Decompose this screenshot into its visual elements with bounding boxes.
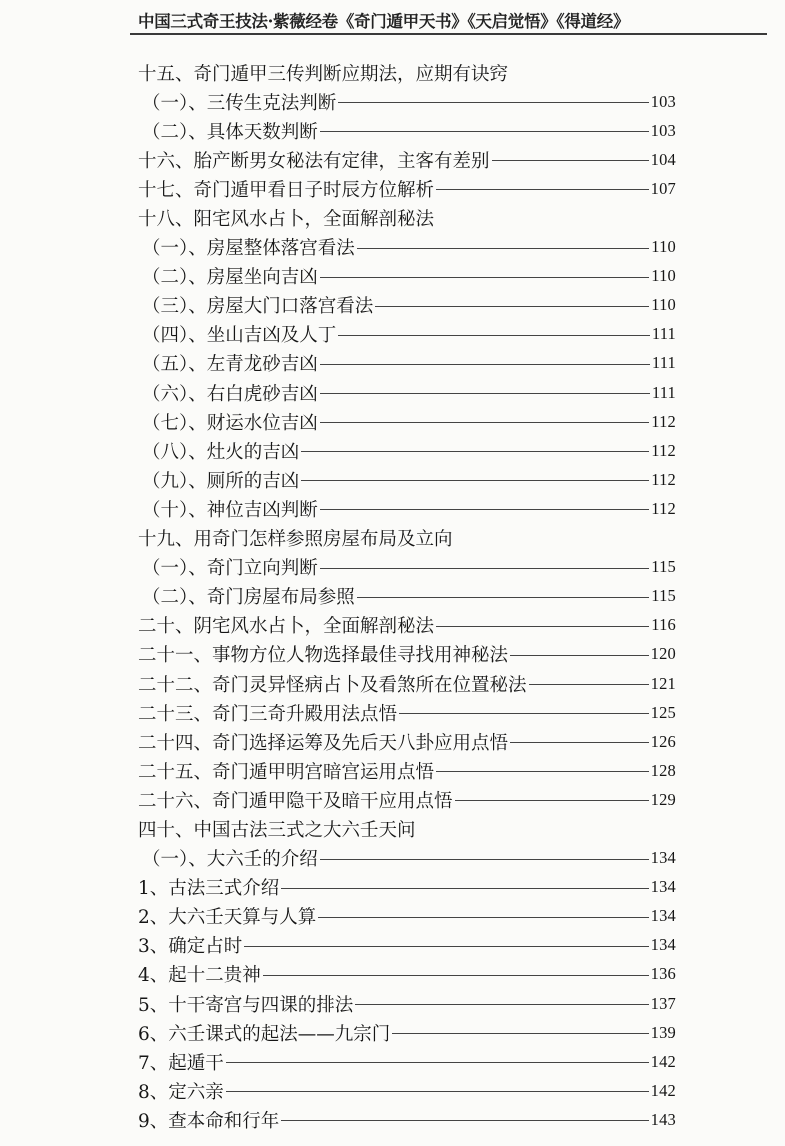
toc-subentry xyxy=(0,116,676,145)
toc-entry-title: （一）、三传生克法判断 xyxy=(142,92,337,114)
toc-entry xyxy=(0,669,676,698)
toc-leader-line xyxy=(510,655,649,656)
toc-entry-title: 四十、中国古法三式之大六壬天问 xyxy=(138,819,416,841)
toc-page-number: 103 xyxy=(650,91,676,111)
toc-leader-line xyxy=(301,451,649,452)
toc-entry-title: 二十四、奇门选择运筹及先后天八卦应用点悟 xyxy=(138,732,509,754)
toc-entry-title: 十七、奇门遁甲看日子时辰方位解析 xyxy=(138,179,435,201)
toc-leader-line xyxy=(226,1062,649,1063)
toc-leader-line xyxy=(244,946,648,947)
toc-page-number: 134 xyxy=(650,877,676,897)
toc-page-number: 112 xyxy=(651,411,676,431)
toc-leader-line xyxy=(226,1091,649,1092)
table-of-contents xyxy=(0,58,785,1134)
toc-page-number: 110 xyxy=(651,237,676,257)
toc-subentry xyxy=(0,465,676,494)
toc-page-number: 112 xyxy=(651,498,676,518)
toc-page-number: 136 xyxy=(650,964,676,984)
toc-leader-line xyxy=(320,422,649,423)
toc-entry-title: （七）、财运水位吉凶 xyxy=(142,412,318,434)
toc-entry xyxy=(0,960,676,989)
toc-entry xyxy=(0,611,676,640)
toc-leader-line xyxy=(320,393,650,394)
toc-leader-line xyxy=(355,1004,648,1005)
toc-leader-line xyxy=(338,335,650,336)
toc-subentry xyxy=(0,407,676,436)
toc-entry xyxy=(0,902,676,931)
toc-entry xyxy=(0,756,676,785)
toc-leader-line xyxy=(281,888,648,889)
toc-entry xyxy=(0,814,676,843)
toc-subentry xyxy=(0,233,676,262)
toc-leader-line xyxy=(320,859,649,860)
toc-page-number: 137 xyxy=(650,993,676,1013)
toc-entry-title: （九）、厕所的吉凶 xyxy=(142,470,300,492)
toc-page-number: 134 xyxy=(650,906,676,926)
toc-leader-line xyxy=(318,917,648,918)
toc-entry xyxy=(0,931,676,960)
toc-entry-title: （二）、具体天数判断 xyxy=(142,121,318,143)
toc-page-number: 115 xyxy=(651,557,676,577)
toc-subentry xyxy=(0,349,676,378)
toc-page-number: 120 xyxy=(650,644,676,664)
toc-leader-line xyxy=(510,742,649,743)
toc-page-number: 134 xyxy=(650,848,676,868)
toc-leader-line xyxy=(357,597,649,598)
toc-entry xyxy=(0,1047,676,1076)
page-header xyxy=(0,0,785,40)
toc-page-number: 121 xyxy=(650,673,676,693)
toc-entry-title: （六）、右白虎砂吉凶 xyxy=(142,383,318,405)
toc-entry xyxy=(0,1018,676,1047)
toc-entry-title: 十五、奇门遁甲三传判断应期法，应期有诀窍 xyxy=(138,63,509,85)
toc-entry-title: （三）、房屋大门口落宫看法 xyxy=(142,296,374,318)
toc-page-number: 112 xyxy=(651,469,676,489)
toc-page-number: 110 xyxy=(651,295,676,315)
toc-subentry xyxy=(0,87,676,116)
toc-entry xyxy=(0,1105,676,1134)
toc-subentry xyxy=(0,494,676,523)
toc-entry-title: （五）、左青龙砂吉凶 xyxy=(142,354,318,376)
toc-entry-title: 3、确定占时 xyxy=(138,936,243,958)
toc-page-number: 128 xyxy=(650,760,676,780)
toc-entry-title: 二十、阴宅风水占卜，全面解剖秘法 xyxy=(138,616,435,638)
toc-page-number: 143 xyxy=(650,1109,676,1129)
toc-subentry xyxy=(0,582,676,611)
toc-entry-title: （一）、奇门立向判断 xyxy=(142,558,318,580)
running-title: 中国三式奇王技法·紫薇经卷《奇门遁甲天书》《天启觉悟》《得道经》 xyxy=(138,12,630,31)
toc-page-number: 142 xyxy=(650,1051,676,1071)
toc-entry xyxy=(0,174,676,203)
toc-entry xyxy=(0,989,676,1018)
toc-entry-title: （二）、奇门房屋布局参照 xyxy=(142,587,355,609)
toc-entry-title: 1、古法三式介绍 xyxy=(138,878,280,900)
toc-entry xyxy=(0,698,676,727)
toc-entry xyxy=(0,727,676,756)
toc-leader-line xyxy=(338,102,648,103)
toc-leader-line xyxy=(492,160,649,161)
toc-leader-line xyxy=(301,480,649,481)
toc-page-number: 104 xyxy=(650,149,676,169)
toc-page-number: 142 xyxy=(650,1080,676,1100)
toc-entry-title: （一）、大六壬的介绍 xyxy=(142,849,318,871)
toc-entry-title: （二）、房屋坐向吉凶 xyxy=(142,267,318,289)
toc-leader-line xyxy=(436,626,649,627)
toc-page-number: 107 xyxy=(650,178,676,198)
toc-subentry xyxy=(0,291,676,320)
toc-leader-line xyxy=(529,684,649,685)
toc-entry-title: （一）、房屋整体落宫看法 xyxy=(142,238,355,260)
toc-subentry xyxy=(0,378,676,407)
toc-entry xyxy=(0,58,676,87)
toc-page-number: 115 xyxy=(651,586,676,606)
toc-leader-line xyxy=(263,975,649,976)
toc-page-number: 111 xyxy=(651,324,676,344)
toc-page-number: 103 xyxy=(650,120,676,140)
toc-page-number: 111 xyxy=(651,353,676,373)
toc-subentry xyxy=(0,320,676,349)
toc-entry-title: 8、定六亲 xyxy=(138,1081,224,1103)
toc-page-number: 112 xyxy=(651,440,676,460)
toc-leader-line xyxy=(455,800,649,801)
toc-entry-title: （四）、坐山吉凶及人丁 xyxy=(142,325,337,347)
toc-page-number: 134 xyxy=(650,935,676,955)
toc-entry-title: 二十二、奇门灵异怪病占卜及看煞所在位置秘法 xyxy=(138,674,527,696)
toc-entry xyxy=(0,203,676,232)
header-rule xyxy=(130,33,767,35)
toc-entry-title: 十九、用奇门怎样参照房屋布局及立向 xyxy=(138,529,453,551)
toc-leader-line xyxy=(436,771,649,772)
toc-entry xyxy=(0,785,676,814)
toc-entry-title: 6、六壬课式的起法——九宗门 xyxy=(138,1023,391,1045)
toc-entry xyxy=(0,145,676,174)
toc-entry-title: 9、查本命和行年 xyxy=(138,1110,280,1132)
toc-entry xyxy=(0,1076,676,1105)
toc-leader-line xyxy=(357,248,649,249)
toc-leader-line xyxy=(320,568,649,569)
toc-leader-line xyxy=(399,713,649,714)
toc-subentry xyxy=(0,436,676,465)
toc-subentry xyxy=(0,262,676,291)
toc-leader-line xyxy=(392,1033,648,1034)
toc-leader-line xyxy=(281,1120,648,1121)
toc-page-number: 111 xyxy=(651,382,676,402)
toc-leader-line xyxy=(375,306,649,307)
toc-leader-line xyxy=(320,509,649,510)
toc-entry-title: 十八、阳宅风水占卜，全面解剖秘法 xyxy=(138,209,435,231)
toc-entry-title: 5、十干寄宫与四课的排法 xyxy=(138,994,354,1016)
toc-entry-title: （八）、灶火的吉凶 xyxy=(142,441,300,463)
toc-entry xyxy=(0,640,676,669)
toc-entry-title: 十六、胎产断男女秘法有定律，主客有差别 xyxy=(138,150,490,172)
toc-leader-line xyxy=(436,189,649,190)
toc-entry xyxy=(0,524,676,553)
toc-subentry xyxy=(0,844,676,873)
toc-entry-title: 二十一、事物方位人物选择最佳寻找用神秘法 xyxy=(138,645,509,667)
toc-entry-title: 二十六、奇门遁甲隐干及暗干应用点悟 xyxy=(138,790,453,812)
toc-leader-line xyxy=(320,364,650,365)
toc-page-number: 125 xyxy=(650,702,676,722)
toc-page-number: 129 xyxy=(650,789,676,809)
toc-entry-title: 7、起遁干 xyxy=(138,1052,224,1074)
toc-page-number: 139 xyxy=(650,1022,676,1042)
toc-entry-title: （十）、神位吉凶判断 xyxy=(142,499,318,521)
toc-page-number: 126 xyxy=(650,731,676,751)
toc-entry-title: 二十五、奇门遁甲明宫暗宫运用点悟 xyxy=(138,761,435,783)
toc-leader-line xyxy=(320,277,649,278)
toc-entry xyxy=(0,873,676,902)
toc-page-number: 110 xyxy=(651,266,676,286)
toc-subentry xyxy=(0,553,676,582)
toc-page-number: 116 xyxy=(651,615,676,635)
toc-entry-title: 2、大六壬天算与人算 xyxy=(138,907,317,929)
toc-entry-title: 4、起十二贵神 xyxy=(138,965,261,987)
toc-entry-title: 二十三、奇门三奇升殿用法点悟 xyxy=(138,703,398,725)
toc-leader-line xyxy=(320,131,649,132)
